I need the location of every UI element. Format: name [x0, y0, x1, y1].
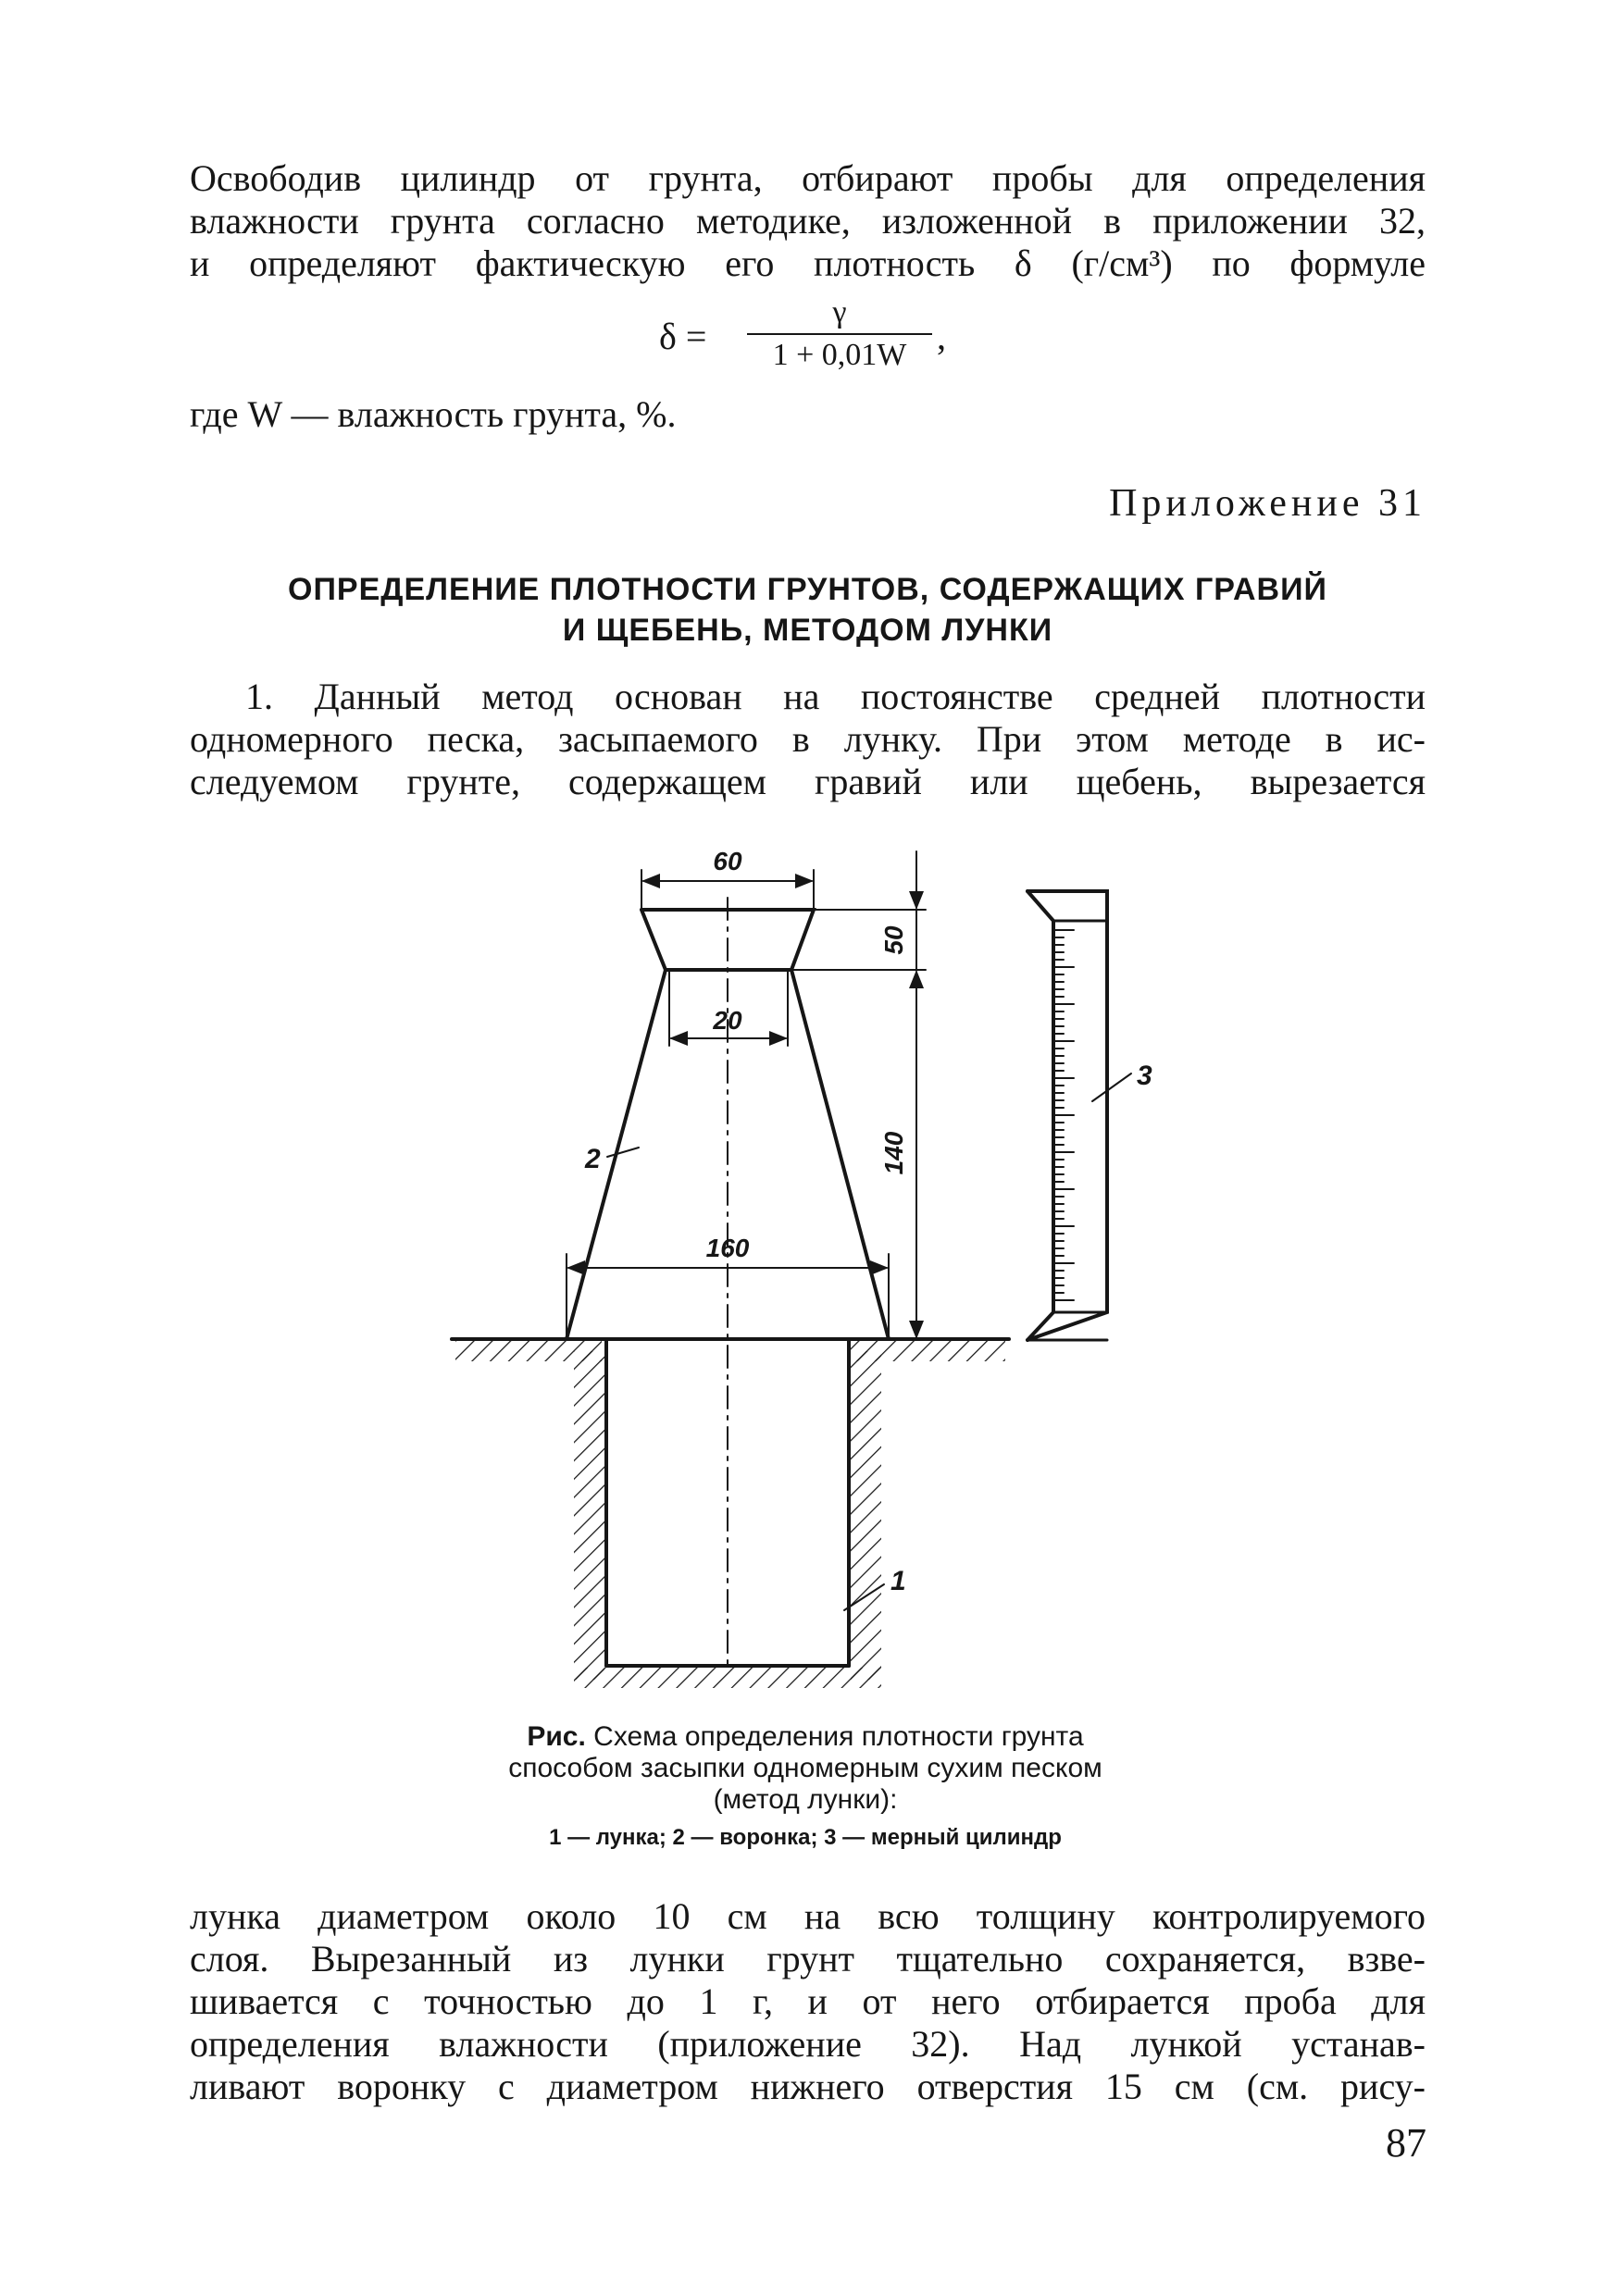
caption-text: Схема определения плотности грунта [593, 1721, 1084, 1752]
dim-label-top-height: 50 [879, 925, 908, 955]
heading-line: И ЩЕБЕНЬ, МЕТОДОМ ЛУНКИ [562, 613, 1053, 648]
text-line: 1. Данный метод основан на постоянстве средней плотности [245, 676, 1426, 717]
text-line: шивается с точностью до 1 г, и от него отбирается проба для [190, 1980, 1426, 2022]
funnel-right-side [791, 970, 889, 1339]
part-label-cylinder: 3 [1137, 1061, 1152, 1091]
text-line: и определяют фактическую его плотность δ (г/см³) по формуле [190, 242, 1426, 284]
cylinder-scale [1053, 930, 1074, 1300]
leader-line-3 [1092, 1074, 1131, 1101]
caption-line: способом засыпки одномерным сухим песком [508, 1753, 1102, 1783]
dim-label-top-width: 60 [713, 847, 742, 875]
dim-label-body-height: 140 [879, 1131, 908, 1175]
formula-lhs: δ = [659, 316, 707, 357]
caption-label: Рис. [527, 1721, 586, 1752]
dim-label-throat-width: 20 [713, 1006, 742, 1035]
page-number: 87 [1386, 2120, 1426, 2166]
text-line: слоя. Вырезанный из лунки грунт тщательно сохраняется, взве- [190, 1938, 1426, 1980]
continuation-paragraph [190, 1895, 1426, 2108]
text-line: одномерного песка, засыпаемого в лунку. При этом методе в ис- [190, 718, 1426, 760]
part-label-funnel: 2 [585, 1144, 601, 1174]
caption-line [407, 1721, 1203, 1753]
formula-comma: , [937, 316, 946, 357]
text-line: влажности грунта согласно методике, изложенной в приложении 32, [190, 200, 1426, 242]
leader-line-2 [607, 1148, 639, 1157]
figure-legend: 1 — лунка; 2 — воронка; 3 — мерный цилиндр [549, 1825, 1062, 1850]
text-line: лунка диаметром около 10 см на всю толщину контролируемого [190, 1895, 1426, 1937]
text-line: определения влажности (приложение 32). Над лункой устанав- [190, 2023, 1426, 2065]
hole-hatch-bottom [574, 1668, 881, 1688]
text-line: Освободив цилиндр от грунта, отбирают пробы для определения [190, 157, 1426, 199]
text-line: следуемом грунте, содержащем гравий или щебень, вырезается [190, 761, 1426, 802]
dim-label-base-width: 160 [705, 1234, 750, 1262]
hole-hatch-right [851, 1351, 881, 1680]
hole-hatch-left [574, 1351, 604, 1680]
figure-caption [407, 1721, 1203, 1816]
heading-line: ОПРЕДЕЛЕНИЕ ПЛОТНОСТИ ГРУНТОВ, СОДЕРЖАЩИХ ГРАВИЙ [288, 572, 1327, 607]
appendix-title: Приложение 31 [1109, 482, 1426, 525]
text-line: ливают воронку с диаметром нижнего отверстия 15 см (см. рису- [190, 2066, 1426, 2107]
part-label-hole: 1 [890, 1566, 906, 1596]
caption-line: (метод лунки): [713, 1784, 898, 1815]
text-line: где W — влажность грунта, %. [190, 393, 677, 435]
cylinder-inner [1027, 891, 1053, 1340]
formula-numerator: γ [832, 295, 847, 329]
formula-denominator: 1 + 0,01W [772, 338, 907, 372]
